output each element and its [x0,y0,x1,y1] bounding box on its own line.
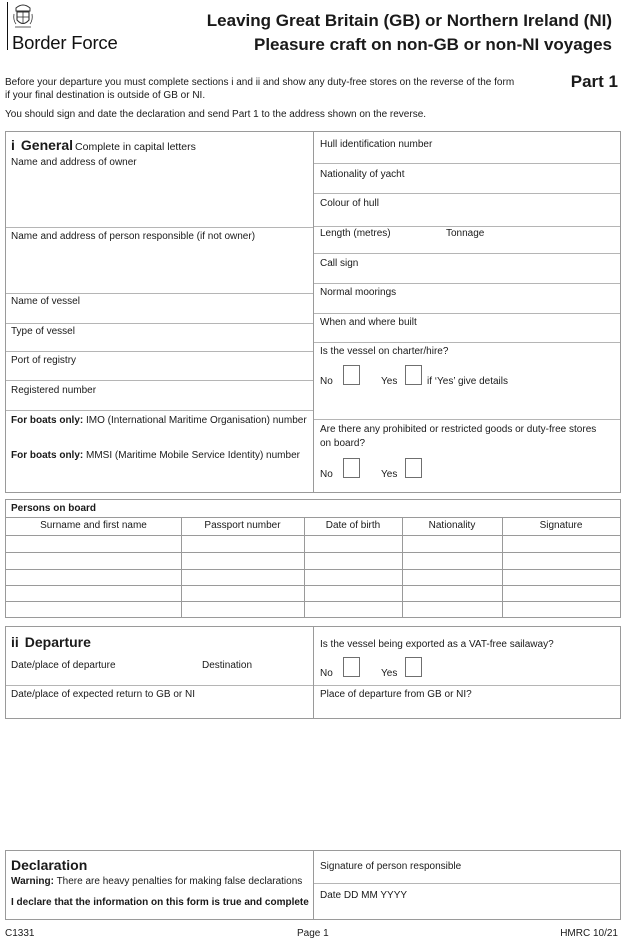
table-row-divider [6,585,620,586]
yacht-nationality-field[interactable]: Nationality of yacht [320,169,405,180]
col-header-signature: Signature [539,520,583,531]
normal-moorings-field[interactable]: Normal moorings [320,287,397,298]
when-where-built-field[interactable]: When and where built [320,317,417,328]
intro-line-3: You should sign and date the declaration and send Part 1 to the address shown on the reverse. [5,109,427,120]
prohibited-no-checkbox[interactable] [343,458,360,478]
warning-text: There are heavy penalties for making false declarations [56,876,303,887]
prohibited-yes-label: Yes [381,469,398,480]
declaration-heading: Declaration [11,857,88,873]
tonnage-field[interactable]: Tonnage [446,228,485,239]
mmsi-label: MMSI (Maritime Mobile Service Identity) number [86,450,300,461]
form-revision: HMRC 10/21 [560,928,618,939]
call-sign-field[interactable]: Call sign [320,258,359,269]
prohibited-no-label: No [320,469,333,480]
divider [6,323,313,324]
charter-details-label: if ‘Yes’ give details [427,376,508,387]
declaration-date-field[interactable]: Date DD MM YYYY [320,890,408,901]
col-divider [502,518,503,618]
responsible-person-field[interactable]: Name and address of person responsible (if not owner) [11,231,256,242]
charter-no-label: No [320,376,333,387]
divider [314,342,620,343]
prohibited-goods-question-line-2: on board? [320,438,366,449]
place-of-departure-field[interactable]: Place of departure from GB or NI? [320,689,472,700]
declaration-warning [11,876,302,887]
divider [6,293,313,294]
col-header-passport: Passport number [204,520,281,531]
divider [314,419,620,420]
imo-label: IMO (International Maritime Organisation) number [86,415,307,426]
royal-crest-icon [12,2,34,30]
form-code: C1331 [5,928,35,939]
departure-roman: ii [11,634,19,650]
divider [6,410,313,411]
departure-title: Departure [24,634,91,650]
col-header-name: Surname and first name [40,520,147,531]
col-divider [181,518,182,618]
declaration-column-divider [313,850,314,920]
prohibited-goods-question-line-1: Are there any prohibited or restricted goods or duty-free stores [320,424,597,435]
departure-heading [11,634,91,650]
general-title: General [20,137,74,153]
logo-divider [7,2,8,50]
page-title-line-1: Leaving Great Britain (GB) or Northern Ireland (NI) [206,11,612,30]
divider [6,685,313,686]
boats-only-prefix: For boats only: [11,450,84,461]
intro-line-2: if your final destination is outside of GB or NI. [5,90,206,101]
length-field[interactable]: Length (metres) [320,228,391,239]
brand-name: Border Force [12,32,118,53]
signature-field[interactable]: Signature of person responsible [320,861,462,872]
divider [6,227,313,228]
col-divider [304,518,305,618]
vat-no-label: No [320,668,333,679]
table-row-divider [6,569,620,570]
persons-table-title: Persons on board [11,503,97,514]
mmsi-number-field[interactable] [11,450,300,461]
registered-number-field[interactable]: Registered number [11,385,97,396]
col-header-nationality: Nationality [428,520,476,531]
intro-line-1: Before your departure you must complete sections i and ii and show any duty-free stores on the reverse of the form [5,77,515,88]
general-column-divider [313,131,314,493]
page-title-line-2: Pleasure craft on non-GB or non-NI voyages [253,35,612,54]
port-of-registry-field[interactable]: Port of registry [11,355,77,366]
divider [314,163,620,164]
divider [314,283,620,284]
table-row-divider [6,552,620,553]
vessel-name-field[interactable]: Name of vessel [11,296,80,307]
owner-field[interactable]: Name and address of owner [11,157,137,168]
general-heading [11,137,196,153]
divider [6,351,313,352]
table-row-divider [6,535,620,536]
vessel-type-field[interactable]: Type of vessel [11,326,75,337]
expected-return-field[interactable]: Date/place of expected return to GB or NI [11,689,195,700]
table-row-divider [6,601,620,602]
hull-id-field[interactable]: Hull identification number [320,139,433,150]
divider [314,226,620,227]
divider [314,193,620,194]
divider [6,380,313,381]
divider [314,313,620,314]
vat-yes-label: Yes [381,668,398,679]
departure-date-place-field[interactable]: Date/place of departure [11,660,116,671]
imo-number-field[interactable] [11,415,307,426]
prohibited-yes-checkbox[interactable] [405,458,422,478]
charter-no-checkbox[interactable] [343,365,360,385]
charter-question: Is the vessel on charter/hire? [320,346,449,357]
general-roman: i [11,137,15,153]
vat-no-checkbox[interactable] [343,657,360,677]
part-label: Part 1 [570,72,618,91]
boats-only-prefix: For boats only: [11,415,84,426]
charter-yes-label: Yes [381,376,398,387]
declaration-statement: I declare that the information on this form is true and complete [11,897,309,908]
departure-column-divider [313,626,314,719]
vat-sailaway-question: Is the vessel being exported as a VAT-free sailaway? [320,639,554,650]
col-divider [402,518,403,618]
page-number: Page 1 [297,928,329,939]
destination-field[interactable]: Destination [202,660,253,671]
vat-yes-checkbox[interactable] [405,657,422,677]
divider [314,253,620,254]
general-subheading: Complete in capital letters [75,141,196,153]
hull-colour-field[interactable]: Colour of hull [320,198,379,209]
col-header-dob: Date of birth [325,520,381,531]
persons-title-divider [6,517,620,518]
divider [314,883,620,884]
warning-prefix: Warning: [11,876,54,887]
charter-yes-checkbox[interactable] [405,365,422,385]
divider [314,685,620,686]
